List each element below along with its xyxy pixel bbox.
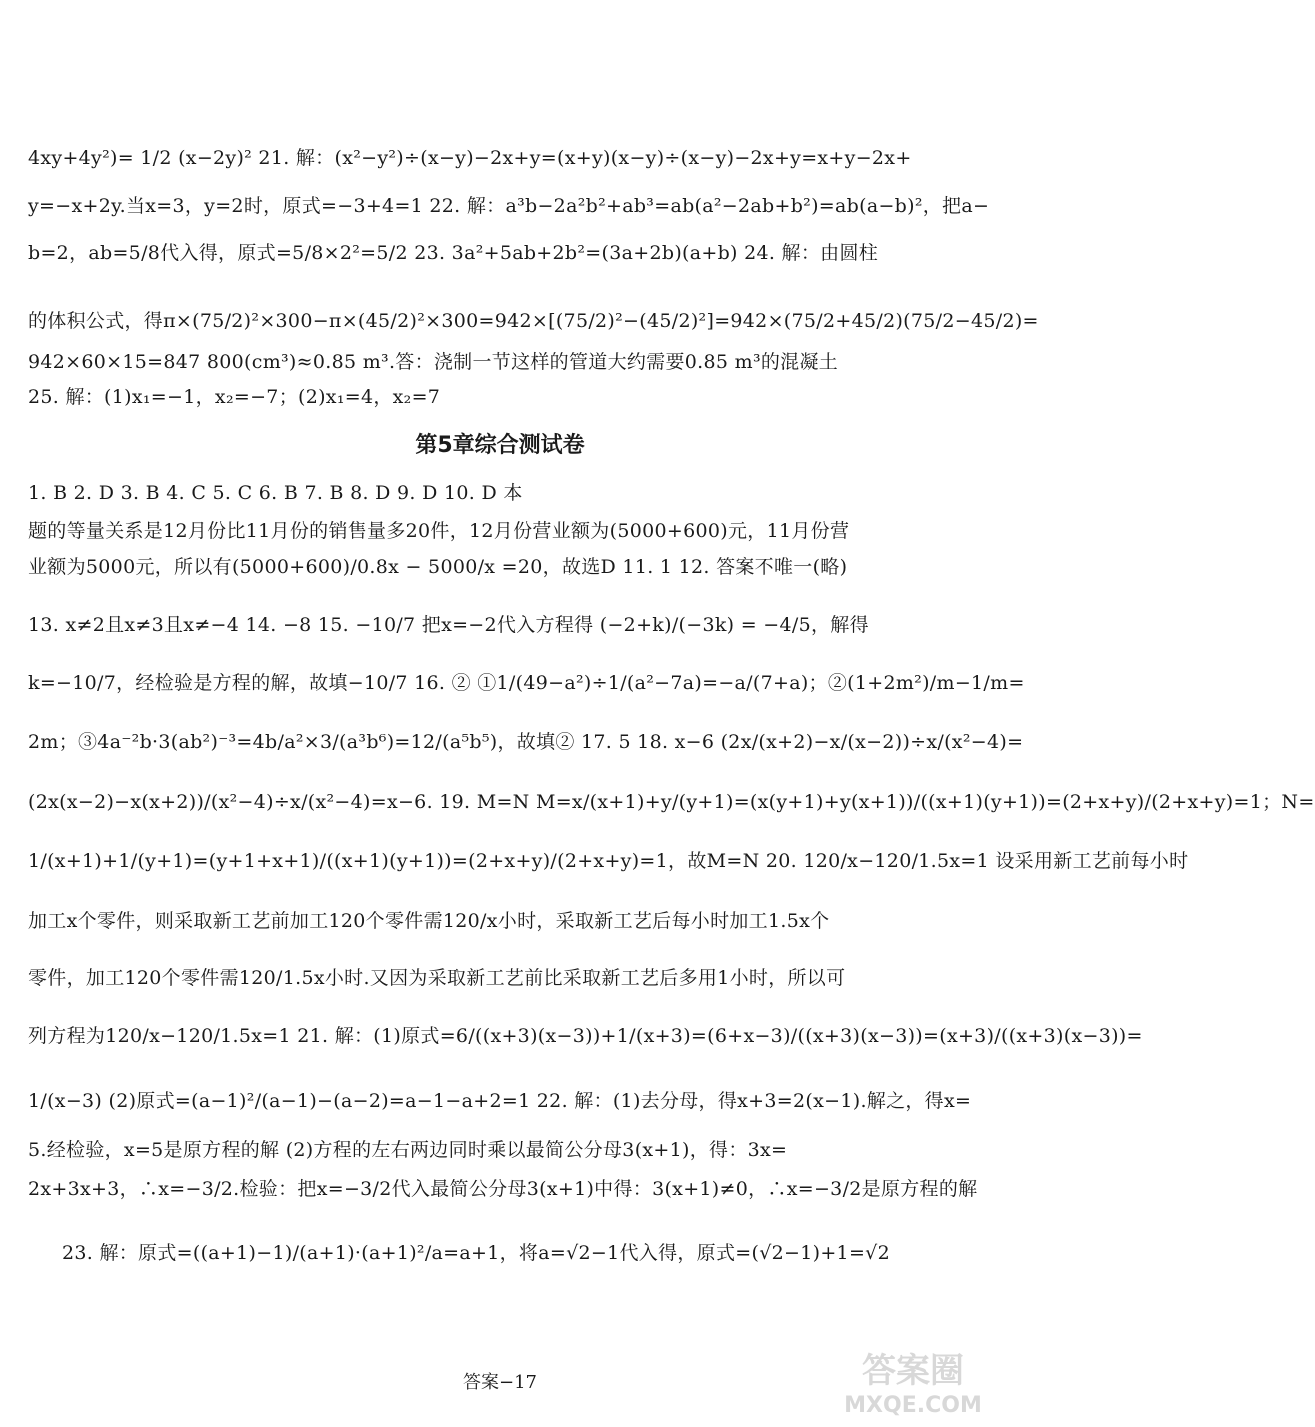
answer-line: 2x+3x+3，∴x=−3/2.检验：把x=−3/2代入最简公分母3(x+1)中得：3(x+1)≠0，∴x=−3/2是原方程的解 <box>28 1178 978 1200</box>
answer-line: 列方程为120/x−120/1.5x=1 21. 解：(1)原式=6/((x+3)(x−3))+1/(x+3)=(6+x−3)/((x+3)(x−3))=(x+3)/((x+3)(x−3))= <box>28 1025 1143 1047</box>
answer-line: y=−x+2y.当x=3，y=2时，原式=−3+4=1 22. 解：a³b−2a²b²+ab³=ab(a²−2ab+b²)=ab(a−b)²，把a− <box>28 195 990 217</box>
watermark-top: 答案圈 <box>862 1351 964 1391</box>
answer-line: 25. 解：(1)x₁=−1，x₂=−7；(2)x₁=4，x₂=7 <box>28 386 441 408</box>
answer-line: 23. 解：原式=((a+1)−1)/(a+1)·(a+1)²/a=a+1，将a=√2−1代入得，原式=(√2−1)+1=√2 <box>62 1242 890 1264</box>
answer-line: (2x(x−2)−x(x+2))/(x²−4)÷x/(x²−4)=x−6. 19. M=N M=x/(x+1)+y/(y+1)=(x(y+1)+y(x+1))/((x+1)(y+1))=(2+x+y)/(2+x+y)=1；N= <box>28 791 1315 813</box>
answer-line: 题的等量关系是12月份比11月份的销售量多20件，12月份营业额为(5000+600)元，11月份营 <box>28 520 850 542</box>
watermark-logo <box>838 1344 988 1419</box>
answer-line: 13. x≠2且x≠3且x≠−4 14. −8 15. −10/7 把x=−2代入方程得 (−2+k)/(−3k) = −4/5，解得 <box>28 614 869 636</box>
watermark-bottom: MXQE.COM <box>844 1393 982 1418</box>
answer-line: k=−10/7，经检验是方程的解，故填−10/7 16. ② ①1/(49−a²)÷1/(a²−7a)=−a/(7+a)；②(1+2m²)/m−1/m= <box>28 672 1025 694</box>
page-number: 答案−17 <box>463 1372 537 1393</box>
answer-line: 1. B 2. D 3. B 4. C 5. C 6. B 7. B 8. D 9. D 10. D 本 <box>28 482 523 504</box>
answer-line: 4xy+4y²)= 1/2 (x−2y)² 21. 解：(x²−y²)÷(x−y)−2x+y=(x+y)(x−y)÷(x−y)−2x+y=x+y−2x+ <box>28 147 912 169</box>
answer-line: 1/(x+1)+1/(y+1)=(y+1+x+1)/((x+1)(y+1))=(2+x+y)/(2+x+y)=1，故M=N 20. 120/x−120/1.5x=1 设采用新工艺前每小时 <box>28 850 1189 872</box>
answer-line: 业额为5000元，所以有(5000+600)/0.8x − 5000/x =20，故选D 11. 1 12. 答案不唯一(略) <box>28 556 848 578</box>
answer-line: 2m；③4a⁻²b·3(ab²)⁻³=4b/a²×3/(a³b⁶)=12/(a⁵b⁵)，故填② 17. 5 18. x−6 (2x/(x+2)−x/(x−2))÷x/(x²−4)= <box>28 731 1024 753</box>
answer-line: 1/(x−3) (2)原式=(a−1)²/(a−1)−(a−2)=a−1−a+2=1 22. 解：(1)去分母，得x+3=2(x−1).解之，得x= <box>28 1090 972 1112</box>
section-title: 第5章综合测试卷 <box>415 433 585 458</box>
answer-line: 零件，加工120个零件需120/1.5x小时.又因为采取新工艺前比采取新工艺后多用1小时，所以可 <box>28 967 846 989</box>
answer-line: 942×60×15=847 800(cm³)≈0.85 m³.答：浇制一节这样的管道大约需要0.85 m³的混凝土 <box>28 351 839 373</box>
answer-line: b=2，ab=5/8代入得，原式=5/8×2²=5/2 23. 3a²+5ab+2b²=(3a+2b)(a+b) 24. 解：由圆柱 <box>28 242 879 264</box>
answer-line: 的体积公式，得π×(75/2)²×300−π×(45/2)²×300=942×[(75/2)²−(45/2)²]=942×(75/2+45/2)(75/2−45/2)= <box>28 310 1039 332</box>
answer-line: 5.经检验，x=5是原方程的解 (2)方程的左右两边同时乘以最简公分母3(x+1)，得：3x= <box>28 1139 788 1161</box>
answer-line: 加工x个零件，则采取新工艺前加工120个零件需120/x小时，采取新工艺后每小时加工1.5x个 <box>28 910 830 932</box>
